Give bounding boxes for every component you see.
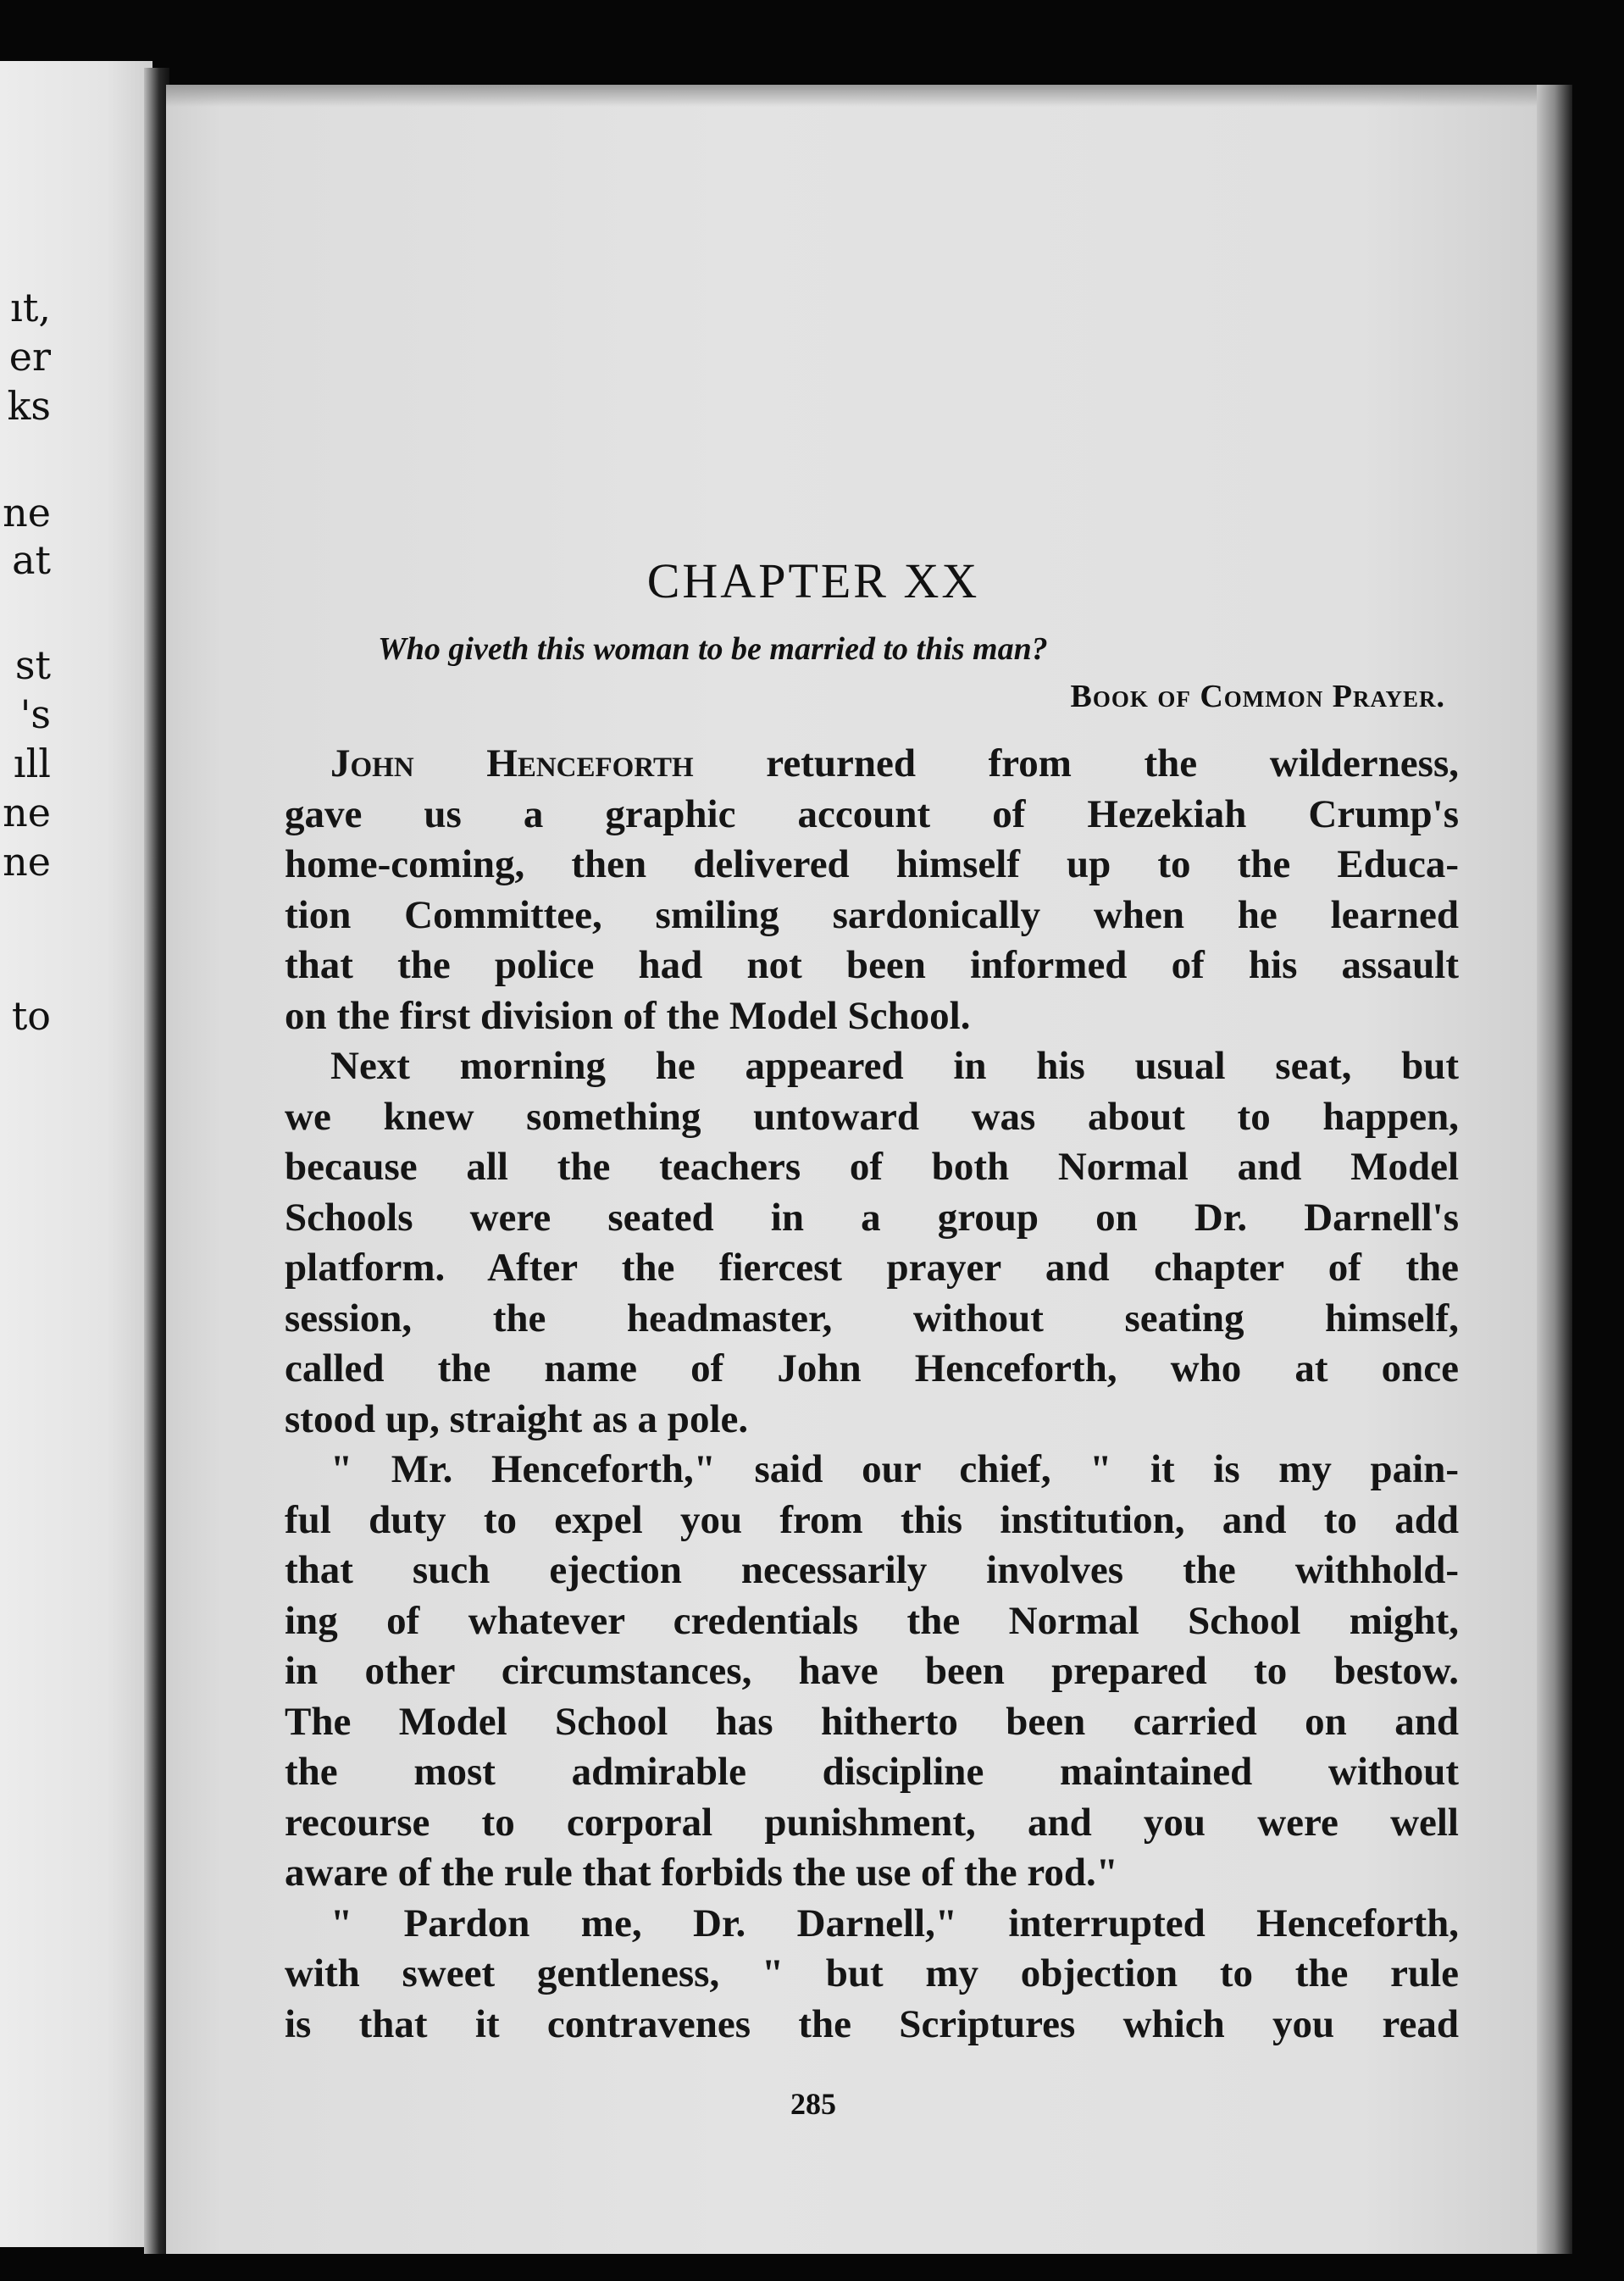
text-line-rest: returned from the wilderness, [693,741,1459,785]
facing-page-text: at [12,541,51,580]
text-line: that such ejection necessarily involves the withhold- [285,1548,1459,1592]
page-number: 285 [790,2087,836,2121]
text-line: " Pardon me, Dr. Darnell," interrupted Henceforth, [330,1901,1459,1945]
text-line [285,739,1459,790]
book-page [166,85,1572,2254]
text-line: Schools were seated in a group on Dr. Darnell's [285,1195,1459,1240]
chapter-title: CHAPTER XX [646,553,980,608]
text-line: the most admirable discipline maintained without [285,1750,1459,1794]
text-line: home-coming, then delivered himself up to the Educa- [285,842,1459,886]
text-line: because all the teachers of both Normal and Model [285,1145,1459,1189]
text-line: The Model School has hitherto been carried on and [285,1699,1459,1744]
text-line: recourse to corporal punishment, and you were well [285,1800,1459,1845]
facing-page-text: ne [3,842,51,881]
text-line: ful duty to expel you from this institution, and to add [285,1497,1459,1542]
text-line: platform. After the fiercest prayer and chapter of the [285,1246,1459,1290]
facing-page-text: ne [3,493,51,532]
text-line: Next morning he appeared in his usual seat, but [330,1044,1459,1088]
facing-page-text: 's [19,695,51,734]
text-line: aware of the rule that forbids the use of the rod." [285,1851,1118,1895]
chapter-body [285,739,1459,2050]
text-line: ing of whatever credentials the Normal School might, [285,1598,1459,1643]
character-name: John Henceforth [330,741,694,785]
text-line: on the first division of the Model School. [285,993,971,1038]
facing-page-fragment [0,61,152,2247]
facing-page-text: ks [7,386,51,425]
text-line: in other circumstances, have been prepared to bestow. [285,1649,1459,1693]
text-line: " Mr. Henceforth," said our chief, " it is my pain- [330,1447,1459,1491]
text-line: gave us a graphic account of Hezekiah Crump's [285,791,1459,836]
facing-page-text: er [8,337,51,376]
facing-page-text: ne [3,793,51,832]
text-line: we knew something untoward was about to happen, [285,1094,1459,1139]
epigraph-source: Book of Common Prayer. [1070,679,1445,714]
page-edge [1537,85,1572,2254]
text-line: that the police had not been informed of his assault [285,943,1459,987]
facing-page-text: st [14,646,51,685]
epigraph: Who giveth this woman to be married to this man? [378,631,1048,667]
text-line: called the name of John Henceforth, who at once [285,1346,1459,1390]
text-line: is that it contravenes the Scriptures which you read [285,2001,1459,2046]
page-shadow [166,85,1572,107]
text-line: stood up, straight as a pole. [285,1396,749,1441]
facing-page-text: ıt, [10,288,51,327]
facing-page-text: to [11,996,51,1035]
facing-page-text: ıll [13,744,51,783]
text-line: session, the headmaster, without seating himself, [285,1296,1459,1340]
text-line: tion Committee, smiling sardonically when he learned [285,892,1459,937]
text-line: with sweet gentleness, " but my objection to the rule [285,1951,1459,1995]
